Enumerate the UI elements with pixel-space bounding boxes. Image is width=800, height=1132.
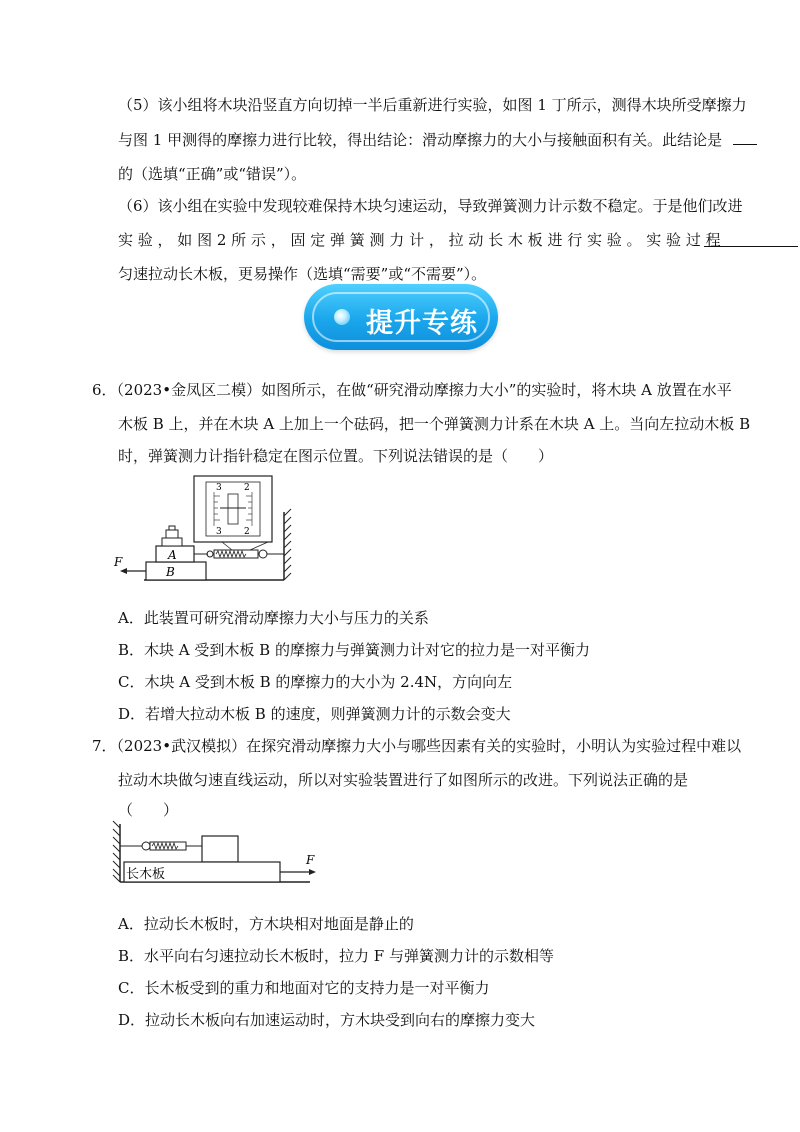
board-label: 长木板 (126, 867, 166, 882)
answer-blank-5[interactable] (733, 130, 757, 145)
square-block (202, 836, 238, 862)
label-f: F (306, 853, 315, 867)
label-a: A (168, 548, 177, 562)
q6-option-c[interactable]: C．木块 A 受到木板 B 的摩擦力的大小为 2.4N，方向向左 (118, 673, 513, 691)
board-b (146, 562, 206, 580)
weight-base (162, 538, 182, 546)
q6sub-line-3: 匀速拉动长木板，更易操作（选填“需要”或“不需要”）。 (118, 265, 487, 283)
q7-line-3: （ ） (118, 801, 179, 819)
q6-line-2: 木板 B 上，并在木块 A 上加上一个砝码，把一个弹簧测力计系在木块 A 上。当向左拉动木板 B (118, 415, 751, 433)
wall-hatch (113, 821, 120, 882)
force-arrow-head (309, 869, 316, 875)
q5-line-2 (118, 130, 757, 150)
q7-figure (110, 818, 330, 888)
q6-line-1: 6．（2023•金凤区二模）如图所示，在做“研究滑动摩擦力大小”的实验时，将木块 A 放置在水平 (92, 381, 732, 399)
weight-knob (169, 526, 175, 530)
answer-blank-6[interactable] (704, 232, 798, 247)
scale-bottom-right: 2 (244, 527, 250, 537)
q7-option-b[interactable]: B．水平向右匀速拉动长木板时，拉力 F 与弹簧测力计的示数相等 (118, 947, 554, 965)
badge-label: 提升专练 (366, 308, 478, 339)
q7-option-c[interactable]: C．长木板受到的重力和地面对它的支持力是一对平衡力 (118, 979, 490, 997)
q6-option-a[interactable]: A．此装置可研究滑动摩擦力大小与压力的关系 (118, 609, 429, 627)
q7-line-2: 拉动木块做匀速直线运动，所以对实验装置进行了如图所示的改进。下列说法正确的是 (118, 771, 689, 789)
label-b: B (166, 565, 175, 579)
section-badge (304, 284, 498, 350)
q6-figure (110, 472, 300, 588)
q7-option-a[interactable]: A．拉动长木板时，方木块相对地面是静止的 (118, 915, 414, 933)
wall-hatch (284, 509, 291, 580)
q6sub-line-1: （6）该小组在实验中发现较难保持木块匀速运动，导致弹簧测力计示数不稳定。于是他们改进 (118, 197, 743, 215)
q6sub-line-2-text: 实 验 ， 如 图 2 所 示 ， 固 定 弹 簧 测 力 计 ， 拉 动 长 木 板 进 行 实 验 。 实 验 过 程 (118, 231, 721, 249)
scale-top-left: 3 (216, 483, 222, 493)
q5-line-3: 的（选填“正确”或“错误”）。 (118, 165, 307, 183)
scale-pointer-slot (228, 494, 238, 524)
badge-dot-icon (334, 309, 350, 325)
ring (142, 842, 150, 850)
label-f: F (114, 555, 123, 569)
scale-top-right: 2 (244, 483, 250, 493)
q5-line-1: （5）该小组将木块沿竖直方向切掉一半后重新进行实验，如图 1 丁所示，测得木块所受摩擦力 (118, 96, 747, 114)
q6-option-b[interactable]: B．木块 A 受到木板 B 的摩擦力与弹簧测力计对它的拉力是一对平衡力 (118, 641, 590, 659)
q5-line-2-text: 与图 1 甲测得的摩擦力进行比较，得出结论：滑动摩擦力的大小与接触面积有关。此结论是 (118, 131, 723, 149)
callout-line-right (250, 542, 268, 550)
scale-bottom-left: 3 (216, 527, 222, 537)
ring (259, 550, 267, 558)
q6sub-line-2 (118, 230, 721, 250)
q7-option-d[interactable]: D．拉动长木板向右加速运动时，方木块受到向右的摩擦力变大 (118, 1011, 536, 1029)
callout-line-left (222, 542, 232, 550)
q6-option-d[interactable]: D．若增大拉动木板 B 的速度，则弹簧测力计的示数会变大 (118, 705, 511, 723)
q6-line-3: 时，弹簧测力计指针稳定在图示位置。下列说法错误的是（ ） (118, 447, 554, 465)
q7-line-1: 7．（2023•武汉模拟）在探究滑动摩擦力大小与哪些因素有关的实验时，小明认为实验过程中难以 (92, 737, 742, 755)
weight-top (166, 530, 178, 538)
